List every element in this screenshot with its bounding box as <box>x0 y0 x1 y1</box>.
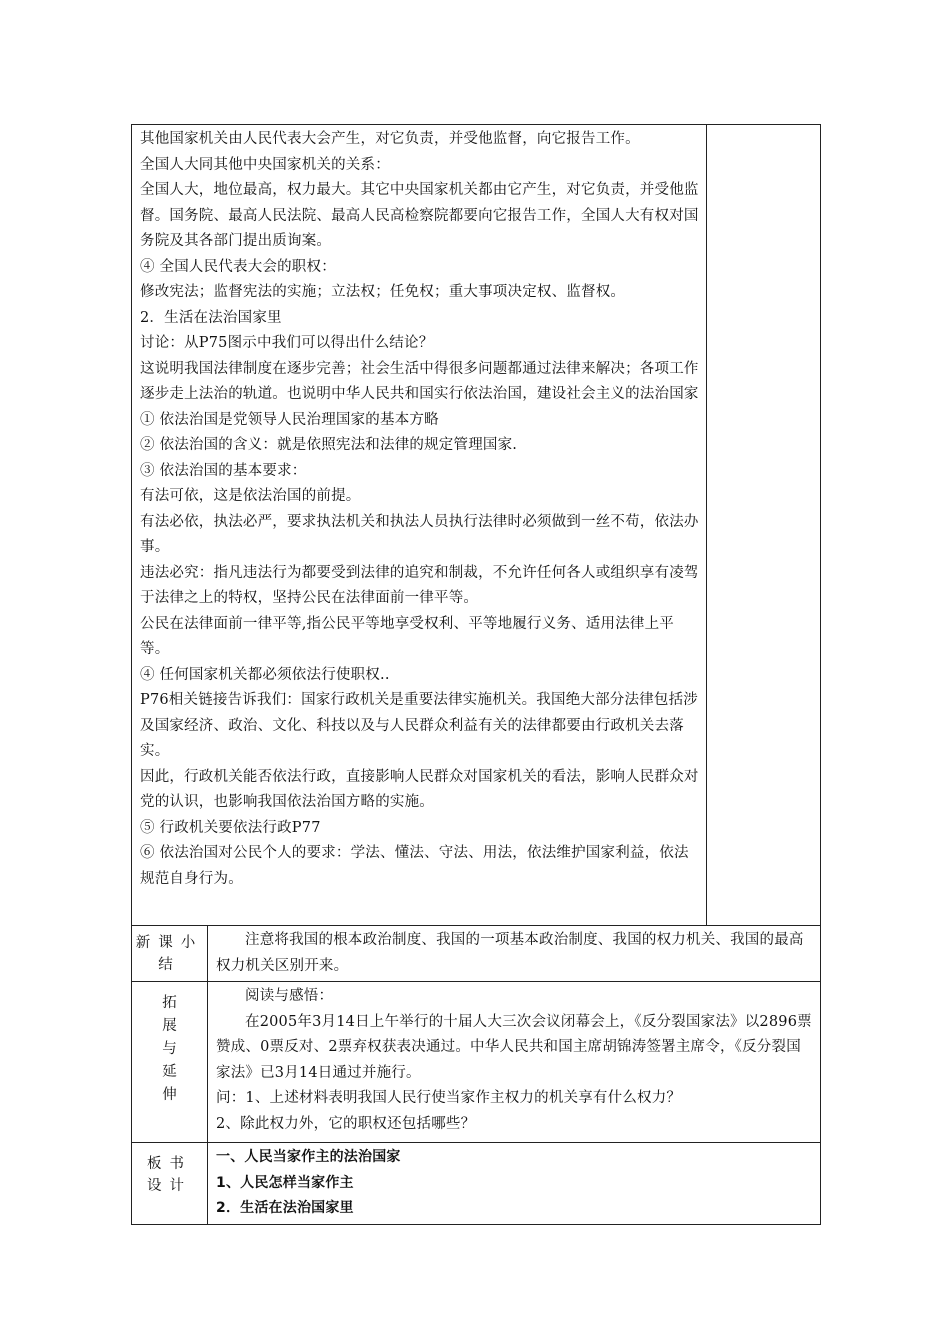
main-line: ⑥ 依法治国对公民个人的要求：学法、懂法、守法、用法，依法维护国家利益，依法规范自身行为。 <box>140 845 689 887</box>
summary-cell <box>208 926 821 982</box>
extension-label-char: 展 <box>162 1018 177 1034</box>
extension-label-char: 延 <box>162 1064 177 1080</box>
main-line: 修改宪法；监督宪法的实施；立法权；任免权；重大事项决定权、监督权。 <box>140 284 626 300</box>
main-line: 因此，行政机关能否依法行政，直接影响人民群众对国家机关的看法，影响人民群众对党的认识，也影响我国依法治国方略的实施。 <box>140 768 699 810</box>
summary-label: 新课小结 <box>132 926 208 982</box>
extension-line: 阅读与感悟： <box>245 988 334 1004</box>
extension-label-char: 拓 <box>162 995 177 1011</box>
notes-column-cell <box>707 125 821 926</box>
main-content-cell <box>132 125 707 926</box>
main-line: 讨论：从P75图示中我们可以得出什么结论？ <box>140 335 434 351</box>
extension-line: 在2005年3月14日上午举行的十届人大三次会议闭幕会上，《反分裂国家法》以2896票赞成、0票反对、2票弃权获表决通过。中华人民共和国主席胡锦涛签署主席令，《反分裂国家法》已3月14日通过并施行。 <box>216 1013 812 1081</box>
board-label <box>132 1143 208 1225</box>
main-line: 这说明我国法律制度在逐步完善；社会生活中得很多问题都通过法律来解决；各项工作逐步走上法治的轨道。也说明中华人民共和国实行依法治国，建设社会主义的法治国家 <box>140 360 699 402</box>
extension-cell <box>208 982 821 1143</box>
main-line: P76相关链接告诉我们：国家行政机关是重要法律实施机关。我国绝大部分法律包括涉及国家经济、政治、文化、科技以及与人民群众利益有关的法律都要由行政机关去落实。 <box>140 692 699 759</box>
board-cell <box>208 1143 821 1225</box>
board-row <box>132 1143 821 1225</box>
board-line: 2．生活在法治国家里 <box>216 1200 354 1216</box>
lesson-plan-table <box>131 124 821 1225</box>
board-line: 1、人民怎样当家作主 <box>216 1174 354 1191</box>
main-line: 2．生活在法治国家里 <box>140 309 282 326</box>
main-line: ④ 全国人民代表大会的职权： <box>140 258 336 275</box>
main-line: ③ 依法治国的基本要求： <box>140 462 307 479</box>
main-line: 全国人大，地位最高，权力最大。其它中央国家机关都由它产生，对它负责，并受他监督。国务院、最高人民法院、最高人民高检察院都要向它报告工作，全国人大有权对国务院及其各部门提出质询案。 <box>140 182 699 249</box>
extension-line: 问：1、上述材料表明我国人民行使当家作主权力的机关享有什么权力？ <box>216 1090 682 1106</box>
extension-label <box>132 982 208 1143</box>
main-line: ① 依法治国是党领导人民治理国家的基本方略 <box>140 411 439 428</box>
main-line: ④ 任何国家机关都必须依法行使职权.. <box>140 666 390 683</box>
extension-line: 2、除此权力外，它的职权还包括哪些？ <box>216 1115 476 1132</box>
extension-row <box>132 982 821 1143</box>
summary-row <box>132 926 821 982</box>
board-line: 一、人民当家作主的法治国家 <box>216 1149 401 1165</box>
extension-label-char: 与 <box>162 1041 177 1057</box>
main-line: ⑤ 行政机关要依法行政P77 <box>140 819 321 836</box>
main-line: 其他国家机关由人民代表大会产生，对它负责，并受他监督，向它报告工作。 <box>140 131 640 147</box>
main-content-row <box>132 125 821 926</box>
extension-label-char: 伸 <box>162 1087 177 1103</box>
main-line: ② 依法治国的含义：就是依照宪法和法律的规定管理国家. <box>140 437 518 453</box>
main-line: 全国人大同其他中央国家机关的关系： <box>140 156 390 173</box>
summary-text: 注意将我国的根本政治制度、我国的一项基本政治制度、我国的权力机关、我国的最高权力机关区别开来。 <box>216 932 804 974</box>
main-line: 公民在法律面前一律平等,指公民平等地享受权利、平等地履行义务、适用法律上平等。 <box>140 615 675 657</box>
board-label-top: 板书 <box>147 1156 192 1172</box>
main-line: 有法必依，执法必严，要求执法机关和执法人员执行法律时必须做到一丝不苟，依法办事。 <box>140 513 699 555</box>
main-line: 违法必究：指凡违法行为都要受到法律的追究和制裁，不允许任何各人或组织享有凌驾于法律之上的特权，坚持公民在法律面前一律平等。 <box>140 564 699 606</box>
main-line: 有法可依，这是依法治国的前提。 <box>140 488 361 504</box>
board-label-bottom: 设计 <box>147 1178 192 1194</box>
